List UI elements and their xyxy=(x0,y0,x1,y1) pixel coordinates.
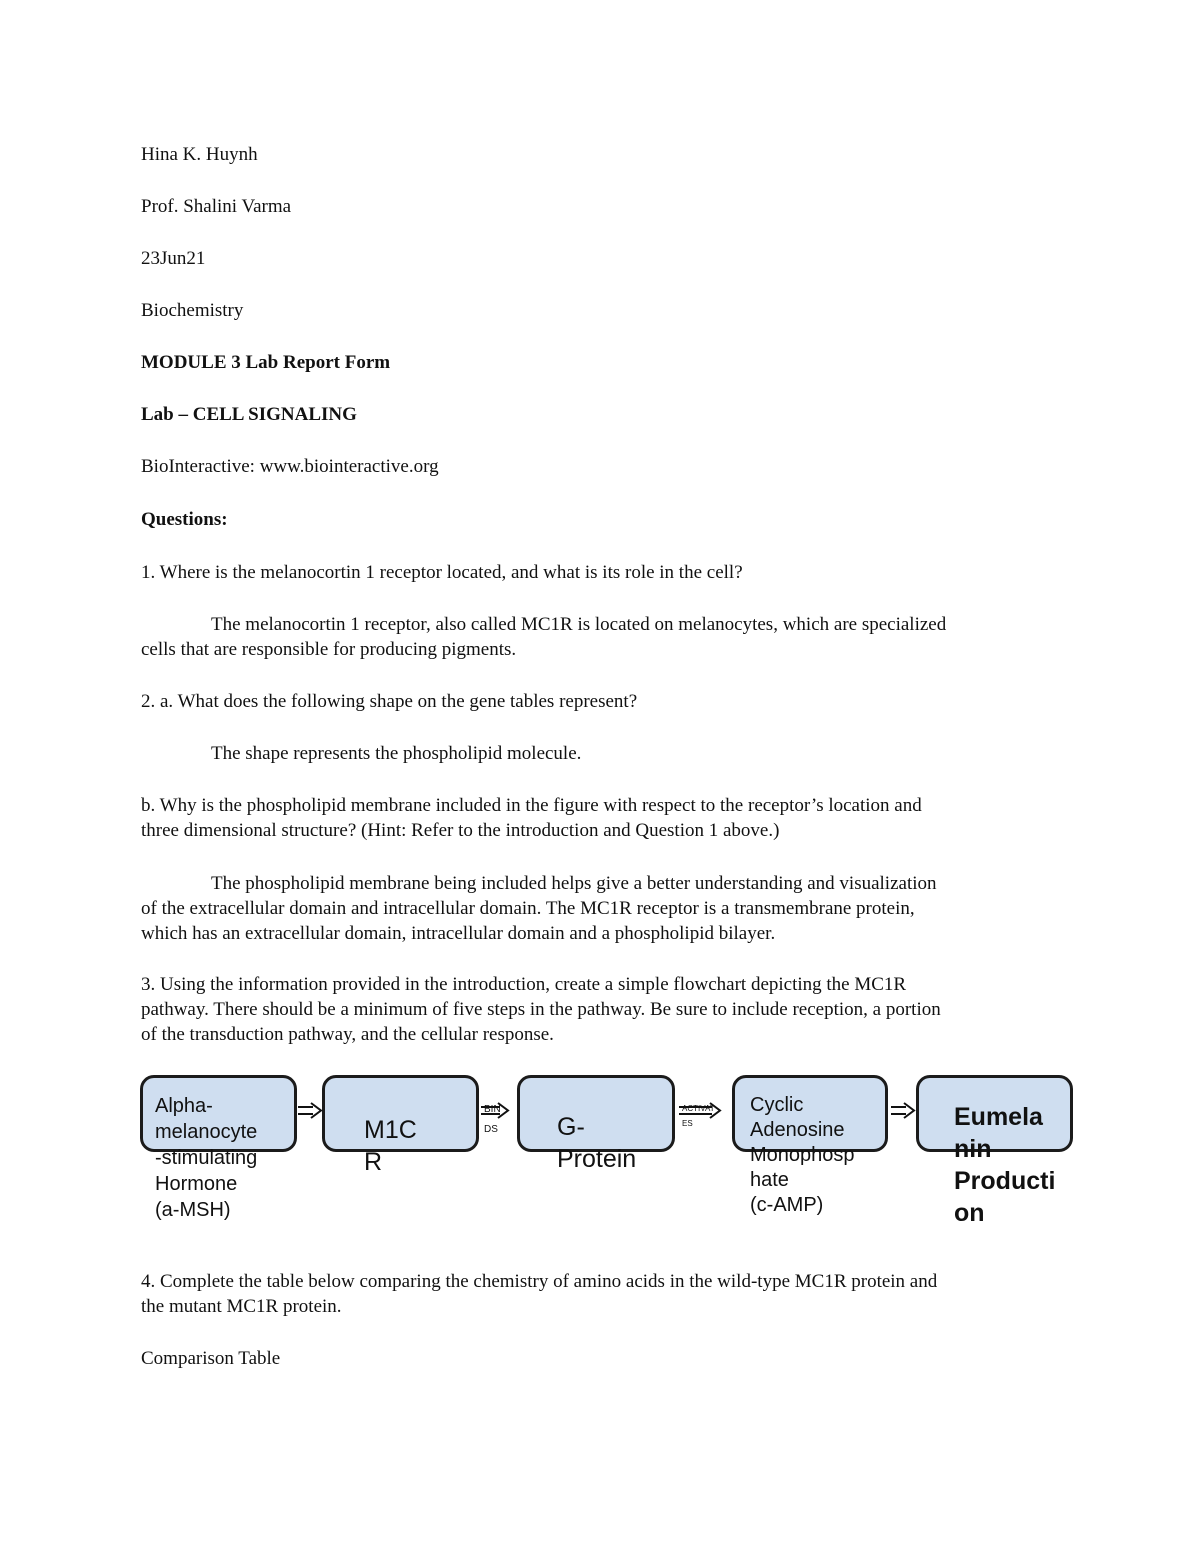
box1-line-4: Hormone xyxy=(155,1173,238,1195)
answer-2b-line-3: which has an extracellular domain, intracellular domain and a phospholipid bilayer. xyxy=(141,923,776,944)
report-date: 23Jun21 xyxy=(141,248,206,269)
box4-line-1: Cyclic xyxy=(750,1094,804,1116)
connector-activates-line-2: ES xyxy=(682,1119,693,1128)
box5-line-1: Eumela xyxy=(954,1103,1043,1131)
source-line: BioInteractive: www.biointeractive.org xyxy=(141,456,439,477)
answer-2b-line-2: of the extracellular domain and intracellular domain. The MC1R receptor is a transmembrane protein, xyxy=(141,898,915,919)
box5-line-3: Producti xyxy=(954,1167,1056,1195)
box4-line-2: Adenosine xyxy=(750,1119,845,1141)
document-title: MODULE 3 Lab Report Form xyxy=(141,352,391,373)
answer-1-line-1: The melanocortin 1 receptor, also called MC1R is located on melanocytes, which are specialized xyxy=(211,614,947,635)
answer-2a: The shape represents the phospholipid molecule. xyxy=(211,743,582,764)
lab-title: Lab – CELL SIGNALING xyxy=(141,404,357,425)
box2-line-1: M1C xyxy=(364,1116,417,1144)
comparison-table-title: Comparison Table xyxy=(141,1348,281,1369)
box1-line-1: Alpha- xyxy=(155,1095,213,1117)
arrow-right-icon xyxy=(890,1100,916,1122)
professor-name: Prof. Shalini Varma xyxy=(141,196,292,217)
box5-line-4: on xyxy=(954,1199,985,1227)
flowchart-box-g-protein xyxy=(517,1075,675,1152)
box3-line-2: Protein xyxy=(557,1145,637,1173)
box1-line-2: melanocyte xyxy=(155,1121,258,1143)
box5-line-2: nin xyxy=(954,1135,992,1163)
question-2b-line-2: three dimensional structure? (Hint: Refer to the introduction and Question 1 above.) xyxy=(141,820,780,841)
arrow-right-icon xyxy=(297,1100,323,1122)
question-2a: 2. a. What does the following shape on the gene tables represent? xyxy=(141,691,638,712)
connector-binds-line-1: BIN xyxy=(484,1104,501,1115)
questions-heading: Questions: xyxy=(141,509,228,530)
box4-line-5: (c-AMP) xyxy=(750,1194,824,1216)
question-3-line-3: of the transduction pathway, and the cellular response. xyxy=(141,1024,554,1045)
question-3-line-1: 3. Using the information provided in the introduction, create a simple flowchart depicting the MC1R xyxy=(141,974,907,995)
answer-1-line-2: cells that are responsible for producing pigments. xyxy=(141,639,517,660)
connector-activates-line-1: ACTIVAT xyxy=(682,1104,715,1113)
student-name: Hina K. Huynh xyxy=(141,144,258,165)
course-name: Biochemistry xyxy=(141,300,244,321)
box1-line-5: (a-MSH) xyxy=(155,1199,231,1221)
box4-line-4: hate xyxy=(750,1169,789,1191)
question-2b-line-1: b. Why is the phospholipid membrane included in the figure with respect to the receptor’s location and xyxy=(141,795,922,816)
box2-line-2: R xyxy=(364,1148,383,1176)
box4-line-3: Monophosp xyxy=(750,1144,855,1166)
box1-line-3: -stimulating xyxy=(155,1147,258,1169)
question-4-line-2: the mutant MC1R protein. xyxy=(141,1296,342,1317)
connector-binds-line-2: DS xyxy=(484,1124,498,1135)
answer-2b-line-1: The phospholipid membrane being included helps give a better understanding and visualization xyxy=(211,873,937,894)
question-3-line-2: pathway. There should be a minimum of five steps in the pathway. Be sure to include reception, a portion xyxy=(141,999,941,1020)
question-4-line-1: 4. Complete the table below comparing the chemistry of amino acids in the wild-type MC1R protein and xyxy=(141,1271,938,1292)
question-1: 1. Where is the melanocortin 1 receptor located, and what is its role in the cell? xyxy=(141,562,743,583)
box3-line-1: G- xyxy=(557,1113,585,1141)
